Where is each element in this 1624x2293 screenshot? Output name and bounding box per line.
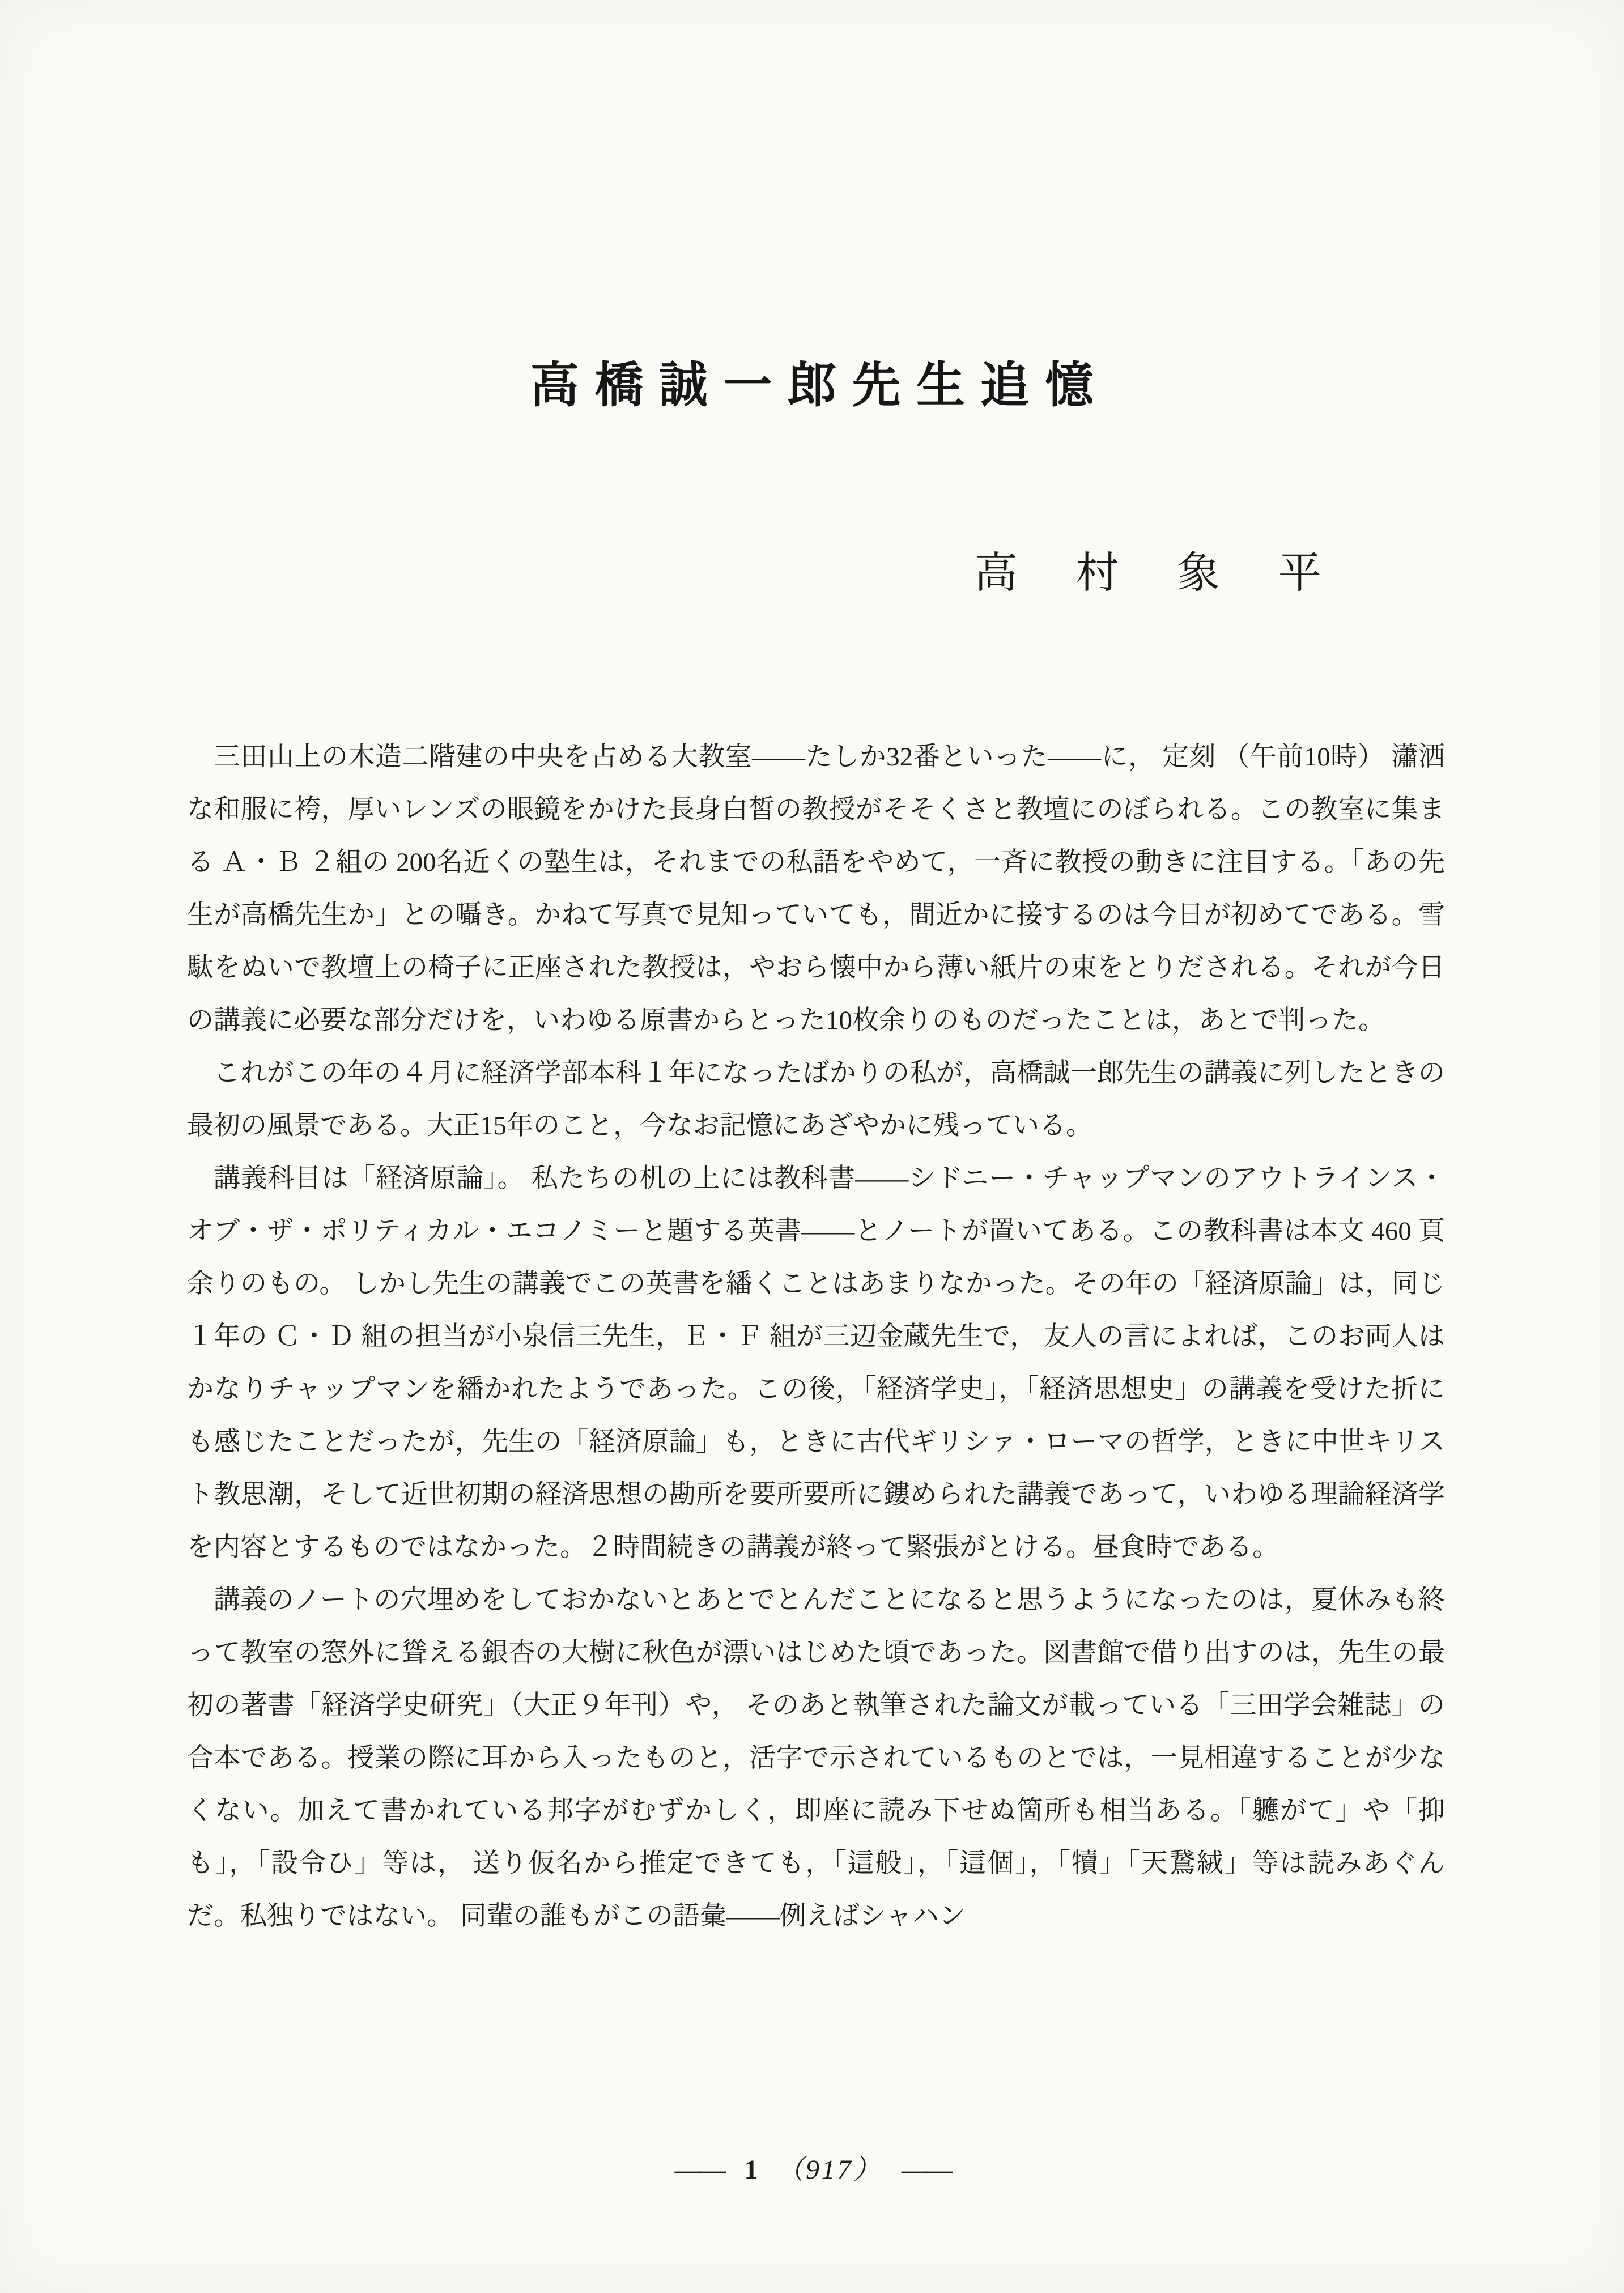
footer-left-dash: —— [674,2155,723,2185]
paragraph-4: 講義のノートの穴埋めをしておかないとあとでとんだことになると思うようになったのは，夏休みも終って教室の窓外に聳える銀杏の大樹に秋色が漂いはじめた頃であった。図書館で借り出すのは，先生の最初の著書「経済学史研究」（大正９年刊）や， そのあと執筆された論文が載っている「三田学会雑誌」の合本である。授業の際に耳から入ったものと，活字で示されているものとでは，一見相違することが少なくない。加えて書かれている邦字がむずかしく，即座に読み下せぬ箇所も相当ある。「軈がて」や「抑も」，「設令ひ」等は， 送り仮名から推定できても，「這般」，「這個」，「犢」「天鵞絨」等は読みあぐんだ。私独りではない。 同輩の誰もがこの語彙——例えばシャハン [187,1585,1445,1931]
page-number: 1 [744,2155,760,2185]
page-title: 高橋誠一郎先生追憶 [530,358,1109,412]
document-body [187,731,1445,1943]
paragraph-3: 講義科目は「経済原論」。 私たちの机の上には教科書——シドニー・チャップマンのアウトラインス・オブ・ザ・ポリティカル・エコノミーと題する英書——とノートが置いてある。この教科書は本文 460 頁余りのもの。 しかし先生の講義でこの英書を繙くことはあまりなかった。その年の「経済原論」は，同じ１年の Ｃ・Ｄ 組の担当が小泉信三先生，Ｅ・Ｆ 組が三辺金蔵先生で， 友人の言によれば，このお両人はかなりチャップマンを繙かれたようであった。この後，「経済学史」，「経済思想史」の講義を受けた折にも感じたことだったが，先生の「経済原論」も，ときに古代ギリシァ・ローマの哲学，ときに中世キリスト教思潮，そして近世初期の経済思想の勘所を要所要所に鏤められた講義であって，いわゆる理論経済学を内容とするものではなかった。２時間続きの講義が終って緊張がとける。昼食時である。 [187,1164,1445,1562]
footer-right-dash: —— [901,2155,950,2185]
page-footer [0,2147,1624,2186]
paragraph-1: 三田山上の木造二階建の中央を占める大教室——たしか32番といった——に， 定刻 （午前10時） 瀟洒な和服に袴，厚いレンズの眼鏡をかけた長身白皙の教授がそそくさと教壇にのぼられる。この教室に集まる Ａ・Ｂ ２組の 200名近くの塾生は，それまでの私語をやめて，一斉に教授の動きに注目する。「あの先生が高橋先生か」との囁き。かねて写真で見知っていても，間近かに接するのは今日が初めてである。雪駄をぬいで教壇上の椅子に正座された教授は，やおら懐中から薄い紙片の束をとりだされる。それが今日の講義に必要な部分だけを，いわゆる原書からとった10枚余りのものだったことは，あとで判った。 [187,742,1445,1035]
author-name: 高 村 象 平 [975,550,1345,597]
issue-number: （917） [776,2155,883,2185]
paragraph-2: これがこの年の４月に経済学部本科１年になったばかりの私が，高橋誠一郎先生の講義に列したときの最初の風景である。大正15年のこと，今なお記憶にあざやかに残っている。 [187,1058,1445,1141]
